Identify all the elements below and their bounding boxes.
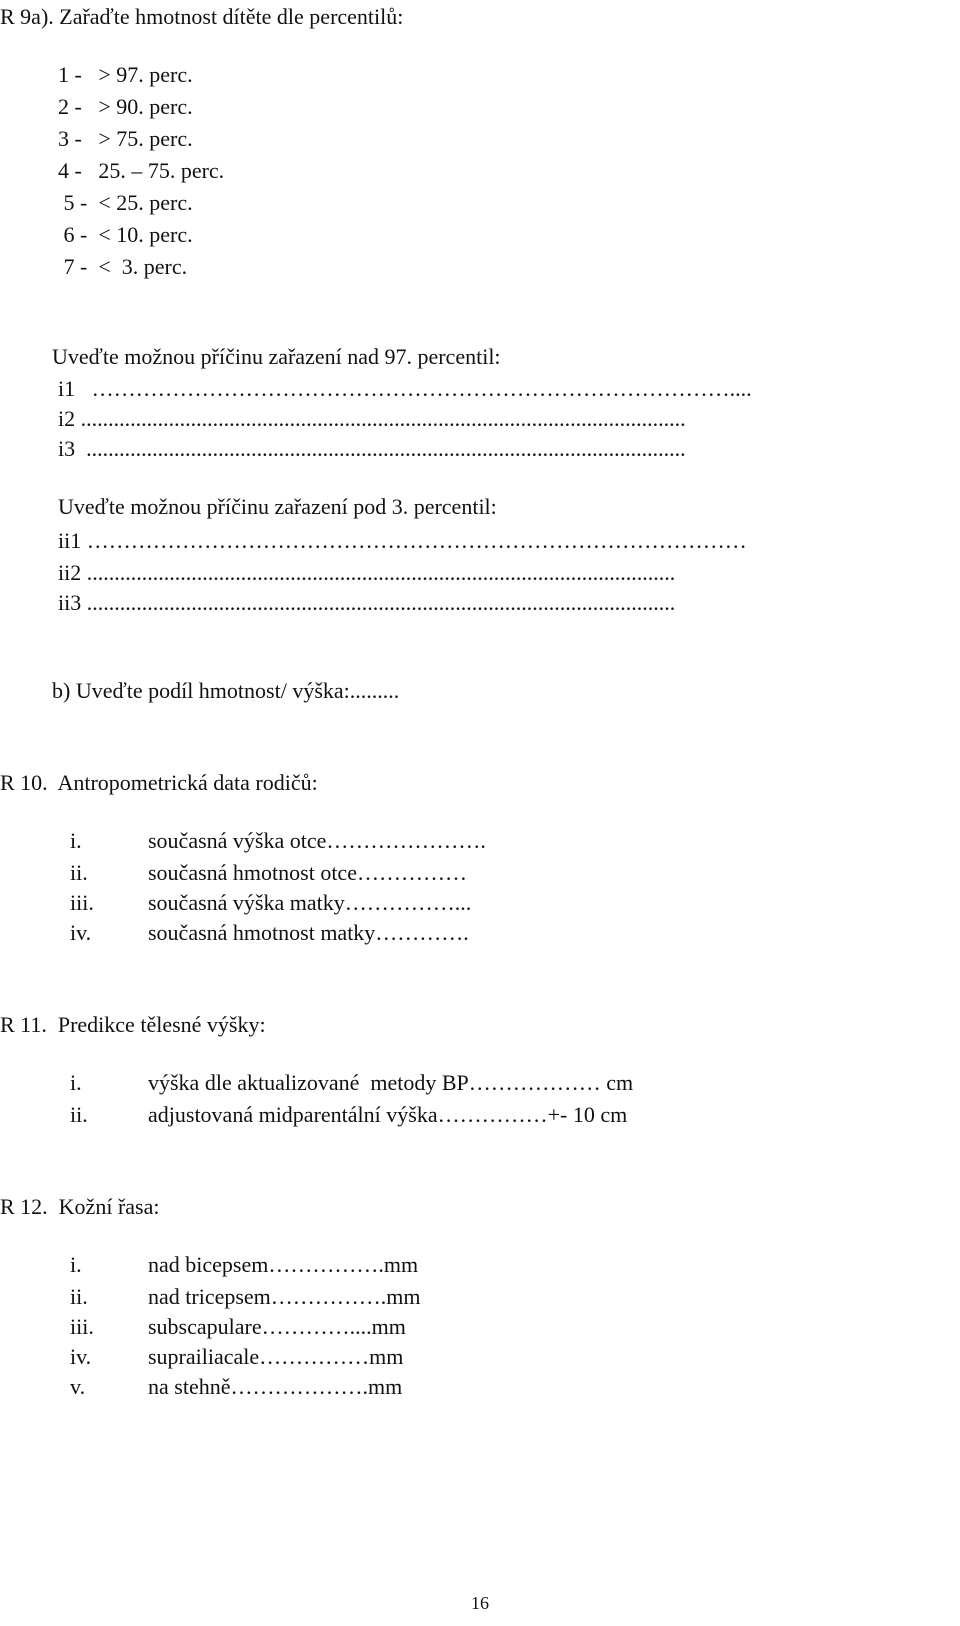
list-item-number: iii. (70, 1314, 94, 1339)
page-number: 16 (471, 1593, 489, 1613)
list-item-number: i. (70, 1070, 82, 1095)
list-item-text: výška dle aktualizované metody BP……………… cm (148, 1070, 634, 1095)
section-r9-title: R 9a). Zařaďte hmotnost dítěte dle percentilů: (0, 4, 404, 29)
list-item-number: i. (70, 1252, 82, 1277)
answer-line: i1 …………………………………………………………………………….... (58, 376, 752, 401)
answer-line: i3 ............................................................................................................. (58, 436, 686, 461)
list-item-text: suprailiacale……………mm (148, 1344, 404, 1369)
list-item-number: i. (70, 828, 82, 853)
list-item-text: současná hmotnost matky…………. (148, 920, 469, 945)
list-item-number: iii. (70, 890, 94, 915)
section-r11-title: R 11. Predikce tělesné výšky: (0, 1012, 266, 1037)
answer-line: ii1 ……………………………………………………………………………… (58, 528, 747, 553)
answer-line: ii3 ........................................................................................................... (58, 590, 676, 615)
section-r12-title: R 12. Kožní řasa: (0, 1194, 160, 1219)
list-item-text: subscapulare…………....mm (148, 1314, 406, 1339)
percentile-item: 4 - 25. – 75. perc. (58, 158, 225, 183)
list-item-number: v. (70, 1374, 86, 1399)
list-item-number: iv. (70, 920, 92, 945)
list-item-number: ii. (70, 860, 88, 885)
list-item-text: současná hmotnost otce…………… (148, 860, 467, 885)
list-item-text: na stehně……………….mm (148, 1374, 403, 1399)
ratio-question: b) Uveďte podíl hmotnost/ výška:......... (52, 678, 400, 703)
percentile-item: 3 - > 75. perc. (58, 126, 193, 151)
list-item-text: adjustovaná midparentální výška……………+- 10 cm (148, 1102, 628, 1127)
percentile-item: 5 - < 25. perc. (58, 190, 193, 215)
percentile-item: 6 - < 10. perc. (58, 222, 193, 247)
below-3-title: Uveďte možnou příčinu zařazení pod 3. percentil: (58, 494, 497, 519)
list-item-number: ii. (70, 1102, 88, 1127)
percentile-item: 2 - > 90. perc. (58, 94, 193, 119)
list-item-text: současná výška matky……………... (148, 890, 472, 915)
above-97-title: Uveďte možnou příčinu zařazení nad 97. percentil: (52, 344, 501, 369)
list-item-text: nad tricepsem…………….mm (148, 1284, 421, 1309)
list-item-number: iv. (70, 1344, 92, 1369)
list-item-number: ii. (70, 1284, 88, 1309)
percentile-item: 7 - < 3. perc. (58, 254, 188, 279)
section-r10-title: R 10. Antropometrická data rodičů: (0, 770, 318, 795)
answer-line: i2 .............................................................................................................. (58, 406, 686, 431)
percentile-item: 1 - > 97. perc. (58, 62, 193, 87)
list-item-text: současná výška otce…………………. (148, 828, 486, 853)
list-item-text: nad bicepsem…………….mm (148, 1252, 419, 1277)
answer-line: ii2 ........................................................................................................... (58, 560, 676, 585)
